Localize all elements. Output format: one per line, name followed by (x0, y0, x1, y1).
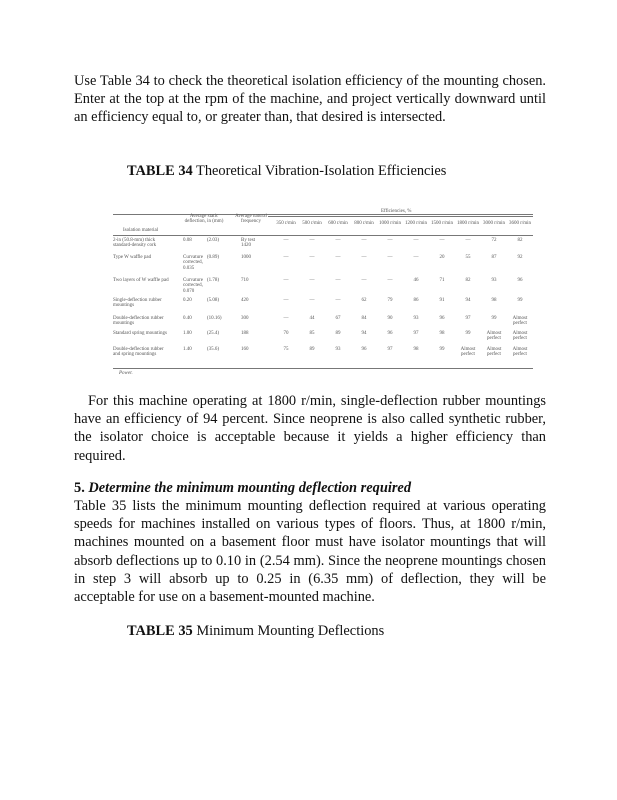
table34-row-efficiency: — (413, 255, 419, 260)
table34-row-deflection-mm: (2.03) (207, 238, 220, 243)
table34-row-frequency: 420 (241, 298, 249, 303)
table34-row-deflection-mm: (1.78) (207, 278, 220, 283)
table34-row-deflection-mm: (35.6) (207, 347, 220, 352)
table34-row-efficiency: 72 (491, 238, 497, 243)
table34-row-material: Type W waffle pad (113, 255, 152, 260)
table34-row-efficiency: 98 (413, 347, 419, 352)
table34-caption (127, 162, 446, 180)
table34-row-efficiency: — (283, 255, 289, 260)
table34-row-deflection-mm: (10.16) (207, 316, 222, 321)
table34-row-efficiency: — (283, 238, 289, 243)
table34-row-efficiency: Almost perfect (512, 316, 528, 327)
table34-row-frequency: 160 (241, 347, 249, 352)
table34-row-efficiency: 44 (309, 316, 315, 321)
table34-row-efficiency: 96 (361, 347, 367, 352)
table34-row-efficiency: 85 (309, 331, 315, 336)
table34-row-efficiency: — (361, 278, 367, 283)
table34-row-efficiency: 93 (413, 316, 419, 321)
table34-col-deflection: Average static deflection, in (mm) (184, 214, 224, 225)
table34-rpm-header: 600 r/min (328, 221, 348, 226)
table34-row-efficiency: — (309, 255, 315, 260)
table34-row-efficiency: 97 (413, 331, 419, 336)
table34-row-efficiency: — (387, 255, 393, 260)
table34-row-deflection: Curvature corrected, 0.070 (183, 278, 203, 294)
table34-rpm-header: 800 r/min (354, 221, 374, 226)
table34-row-efficiency: 94 (465, 298, 471, 303)
table34-group-rule (268, 216, 533, 217)
table34-row-efficiency: 79 (387, 298, 393, 303)
table34-row-efficiency: — (309, 278, 315, 283)
step5-body: Table 35 lists the minimum mounting deflection required at various operating speeds for machines installed on various types of floors. Thus, at 1800 r/min, machines mounted on a basement floor must have isolator mountings that will absorb deflections up to 0.10 in (2.54 mm). Since the neoprene mountings chosen in step 3 will absorb up to 0.25 in (6.35 mm) of deflection, they will be acceptable for use on a basement-mounted machine. (74, 498, 546, 606)
table34-rpm-header: 350 r/min (276, 221, 296, 226)
table34-row-efficiency: — (283, 316, 289, 321)
table34-row-efficiency: 98 (439, 331, 445, 336)
table34-row-efficiency: — (309, 298, 315, 303)
table34-row-efficiency: 93 (335, 347, 341, 352)
table34-col-frequency: Average natural frequency (235, 214, 267, 225)
table34-caption-label: TABLE 34 (127, 163, 193, 179)
table34-row-deflection: 1.00 (183, 331, 192, 336)
step5-title: Determine the minimum mounting deflection required (88, 480, 412, 496)
table34-rpm-header: 1500 r/min (430, 221, 454, 226)
table34-rpm-header: 3600 r/min (508, 221, 532, 226)
table34-row-efficiency: 82 (465, 278, 471, 283)
table34-row-material: Single-deflection rubber mountings (113, 298, 162, 309)
table34-row-efficiency: 99 (517, 298, 523, 303)
table34-bottom-rule (113, 368, 533, 369)
step5-number: 5. (74, 480, 85, 496)
table34-row-efficiency: 98 (491, 298, 497, 303)
table34-rpm-header: 1200 r/min (404, 221, 428, 226)
table34-row-material: Standard spring mountings (113, 331, 167, 336)
table34-row-efficiency: Almost perfect (512, 347, 528, 358)
table34-row-efficiency: 75 (283, 347, 289, 352)
table34-row-deflection: 0.08 (183, 238, 192, 243)
table34-col-material: Isolation material (123, 228, 159, 233)
table34-row-efficiency: 67 (335, 316, 341, 321)
table34-row-efficiency: — (335, 298, 341, 303)
table34-row-efficiency: 55 (465, 255, 471, 260)
table34-row-frequency: 1000 (241, 255, 251, 260)
table34-row-efficiency: — (361, 238, 367, 243)
table34-row-efficiency: Almost perfect (512, 331, 528, 342)
table34-row-efficiency: 87 (491, 255, 497, 260)
table34-row-frequency: 710 (241, 278, 249, 283)
table34-row-efficiency: 92 (517, 255, 523, 260)
table34-row-efficiency: — (335, 278, 341, 283)
table34-row-frequency: 300 (241, 316, 249, 321)
table34-row-efficiency: 46 (413, 278, 419, 283)
table34-row-efficiency: — (439, 238, 445, 243)
table34-header-rule (113, 235, 533, 236)
table34-row-deflection: 0.20 (183, 298, 192, 303)
table34-row-efficiency: Almost perfect (486, 331, 502, 342)
table34-row-efficiency: 99 (439, 347, 445, 352)
table34-group-header: Efficiencies, % (381, 209, 412, 214)
table34-row-efficiency: 82 (517, 238, 523, 243)
table34-row-efficiency: 93 (491, 278, 497, 283)
table34-row-deflection-mm: (25.4) (207, 331, 220, 336)
table34-row-efficiency: — (309, 238, 315, 243)
table34-row-material: Double-deflection rubber and spring mountings (113, 347, 164, 358)
table34-rpm-header: 1800 r/min (456, 221, 480, 226)
table34-row-efficiency: — (387, 278, 393, 283)
table34-row-deflection: 0.40 (183, 316, 192, 321)
table34-row-efficiency: Almost perfect (486, 347, 502, 358)
table34-rpm-header: 500 r/min (302, 221, 322, 226)
table34-row-deflection-mm: (5.08) (207, 298, 220, 303)
table34-caption-text: Theoretical Vibration-Isolation Efficiencies (192, 163, 447, 179)
table34-row-efficiency: — (361, 255, 367, 260)
table34-row-efficiency: 90 (387, 316, 393, 321)
table34-row-efficiency: 84 (361, 316, 367, 321)
table34-row-efficiency: 91 (439, 298, 445, 303)
table34-row-efficiency: — (283, 278, 289, 283)
table34-row-efficiency: — (465, 238, 471, 243)
table34-row-efficiency: 96 (517, 278, 523, 283)
table35-caption (127, 622, 384, 640)
table34-row-efficiency: 20 (439, 255, 445, 260)
table35-caption-label: TABLE 35 (127, 623, 193, 639)
table34-rpm-header: 1000 r/min (378, 221, 402, 226)
table34-row-deflection-mm: (0.89) (207, 255, 220, 260)
table34-row-deflection: Curvature corrected, 0.035 (183, 255, 203, 271)
table34-row-efficiency: — (387, 238, 393, 243)
table34-row-frequency: By test 1420 (241, 238, 256, 249)
table34-row-efficiency: 70 (283, 331, 289, 336)
table34-row-material: Double-deflection rubber mountings (113, 316, 164, 327)
table34-row-efficiency: 94 (361, 331, 367, 336)
table34-row-efficiency: 62 (361, 298, 367, 303)
table34-row-efficiency: — (283, 298, 289, 303)
table34-row-efficiency: 89 (335, 331, 341, 336)
table34-row-efficiency: 71 (439, 278, 445, 283)
table34-row-efficiency: 96 (439, 316, 445, 321)
table34-row-efficiency: 96 (387, 331, 393, 336)
table34-row-efficiency: 97 (387, 347, 393, 352)
table34-rpm-header: 3000 r/min (482, 221, 506, 226)
result-paragraph: For this machine operating at 1800 r/min, single-deflection rubber mountings have an efficiency of 94 percent. Since neoprene is also called synthetic rubber, the isolator choice is acceptable because it yields a higher efficiency than required. (74, 393, 546, 464)
table34-row-efficiency: — (413, 238, 419, 243)
table34-row-efficiency: — (335, 255, 341, 260)
table34-row-efficiency: 97 (465, 316, 471, 321)
table34-row-frequency: 188 (241, 331, 249, 336)
table34-source-note: Power. (119, 371, 133, 376)
table34-row-efficiency: 89 (309, 347, 315, 352)
table34-image (113, 208, 533, 378)
table34-top-rule (113, 214, 533, 215)
table34-row-efficiency: 86 (413, 298, 419, 303)
table35-caption-text: Minimum Mounting Deflections (192, 623, 385, 639)
table34-row-efficiency: 99 (491, 316, 497, 321)
intro-paragraph: Use Table 34 to check the theoretical isolation efficiency of the mounting chosen. Enter at the top at the rpm of the machine, and project vertically downward until an efficiency equal to, or greater than, that desired is intersected. (74, 73, 546, 126)
table34-row-material: Two layers of W waffle pad (113, 278, 169, 283)
table34-row-efficiency: Almost perfect (460, 347, 476, 358)
table34-row-material: 2-in (50.8-mm) thick standard-density cork (113, 238, 157, 249)
step5-heading (74, 479, 411, 497)
table34-row-efficiency: — (335, 238, 341, 243)
table34-row-deflection: 1.40 (183, 347, 192, 352)
table34-row-efficiency: 99 (465, 331, 471, 336)
